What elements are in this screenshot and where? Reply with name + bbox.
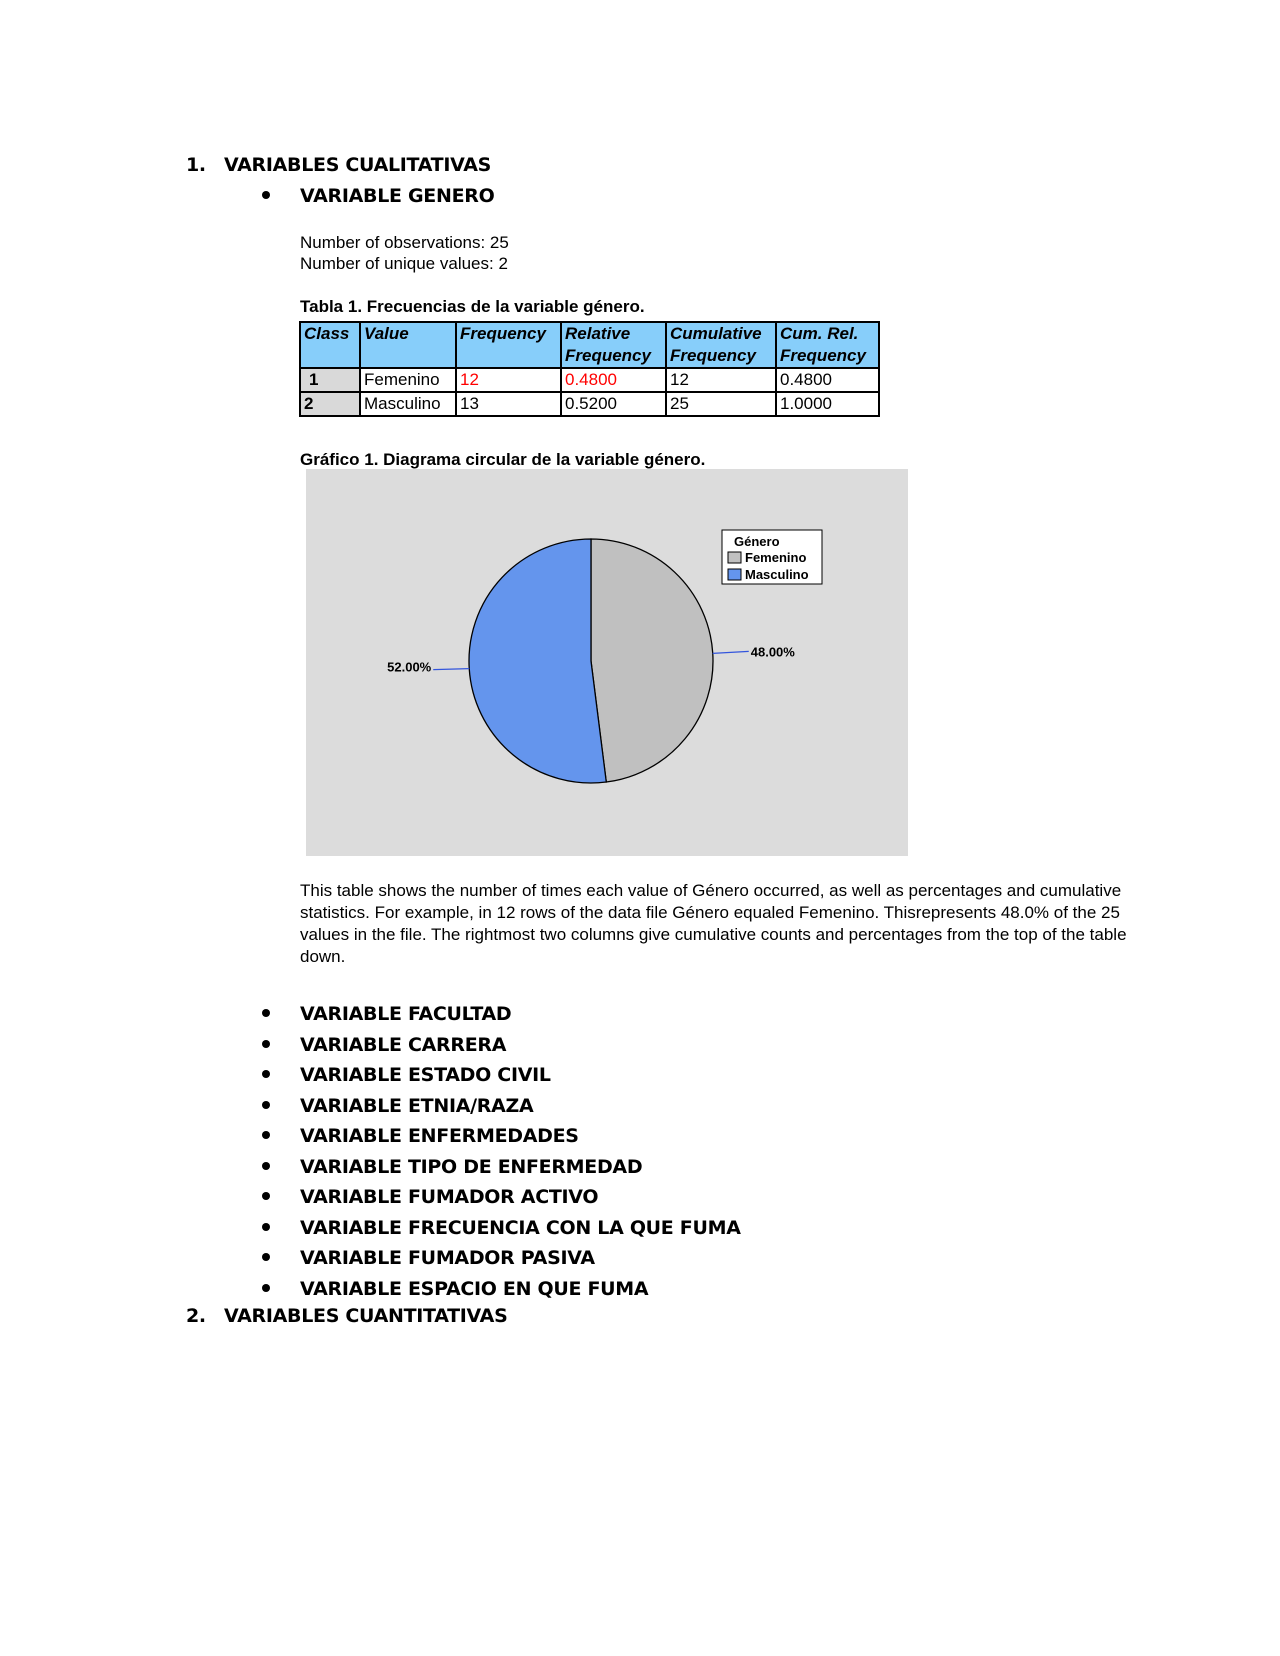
header-cum-rel-frequency: Cum. Rel. Frequency <box>776 322 879 368</box>
list-item-label: VARIABLE TIPO DE ENFERMEDAD <box>300 1156 643 1178</box>
variable-genero-title: VARIABLE GENERO <box>300 185 495 207</box>
cell-class: 2 <box>300 392 360 416</box>
table-description: This table shows the number of times each value of Género occurred, as well as percentages and cumulative statistics. For example, in 12 rows of the data file Género equaled Femenino. Thisrepresents 48.0% of the 25 values in the file. The rightmost two columns give cumulative counts and percentages from the top of the table down. <box>300 881 1127 966</box>
list-item-label: VARIABLE ENFERMEDADES <box>300 1125 579 1147</box>
table-caption: Tabla 1. Frecuencias de la variable género. <box>300 297 645 316</box>
bullet-icon <box>262 1192 270 1200</box>
list-item-label: VARIABLE FRECUENCIA CON LA QUE FUMA <box>300 1217 741 1239</box>
cell-frequency: 12 <box>456 368 561 392</box>
bullet-icon <box>262 1284 270 1292</box>
section-2-title: VARIABLES CUANTITATIVAS <box>224 1305 508 1327</box>
list-item-label: VARIABLE ESPACIO EN QUE FUMA <box>300 1278 649 1300</box>
bullet-icon <box>262 1101 270 1109</box>
frequency-table <box>299 321 880 417</box>
bullet-icon <box>262 1162 270 1170</box>
legend-title: Género <box>734 534 780 549</box>
list-item-label: VARIABLE FACULTAD <box>300 1003 512 1025</box>
header-class: Class <box>300 322 360 368</box>
section-1-title: VARIABLES CUALITATIVAS <box>224 154 492 176</box>
chart-caption: Gráfico 1. Diagrama circular de la variable género. <box>300 450 706 469</box>
pie-data-label: 52.00% <box>387 659 432 675</box>
bullet-icon <box>262 1131 270 1139</box>
observations-count: Number of observations: 25 <box>300 233 509 252</box>
section-2-number: 2. <box>186 1305 206 1327</box>
bullet-icon <box>262 1253 270 1261</box>
pie-chart <box>306 469 908 856</box>
header-relative-frequency: Relative Frequency <box>561 322 666 368</box>
bullet-icon <box>262 1223 270 1231</box>
cell-relative-frequency: 0.4800 <box>561 368 666 392</box>
bullet-icon <box>262 1070 270 1078</box>
pie-data-label: 48.00% <box>750 644 795 660</box>
list-item-label: VARIABLE FUMADOR PASIVA <box>300 1247 595 1269</box>
cell-frequency: 13 <box>456 392 561 416</box>
header-value: Value <box>360 322 456 368</box>
cell-value: Masculino <box>360 392 456 416</box>
header-cumulative-frequency: Cumulative Frequency <box>666 322 776 368</box>
bullet-icon <box>262 1040 270 1048</box>
cell-class: 1 <box>300 368 360 392</box>
header-frequency: Frequency <box>456 322 561 368</box>
list-item-label: VARIABLE ESTADO CIVIL <box>300 1064 551 1086</box>
list-item-label: VARIABLE ETNIA/RAZA <box>300 1095 534 1117</box>
bullet-icon <box>262 1009 270 1017</box>
list-item-label: VARIABLE FUMADOR ACTIVO <box>300 1186 599 1208</box>
legend-swatch-masculino <box>728 569 741 580</box>
legend-label-femenino: Femenino <box>745 550 807 565</box>
cell-cumulative-frequency: 25 <box>666 392 776 416</box>
bullet-icon <box>262 191 270 199</box>
table-row <box>300 392 879 416</box>
section-1-number: 1. <box>186 154 206 176</box>
unique-values-count: Number of unique values: 2 <box>300 254 508 273</box>
list-item-label: VARIABLE CARRERA <box>300 1034 507 1056</box>
chart-legend <box>722 530 822 584</box>
cell-value: Femenino <box>360 368 456 392</box>
table-row <box>300 368 879 392</box>
cell-cumulative-frequency: 12 <box>666 368 776 392</box>
legend-label-masculino: Masculino <box>745 567 809 582</box>
legend-swatch-femenino <box>728 552 741 563</box>
cell-relative-frequency: 0.5200 <box>561 392 666 416</box>
table-header-row <box>300 322 879 368</box>
cell-cum-rel-frequency: 1.0000 <box>776 392 879 416</box>
cell-cum-rel-frequency: 0.4800 <box>776 368 879 392</box>
